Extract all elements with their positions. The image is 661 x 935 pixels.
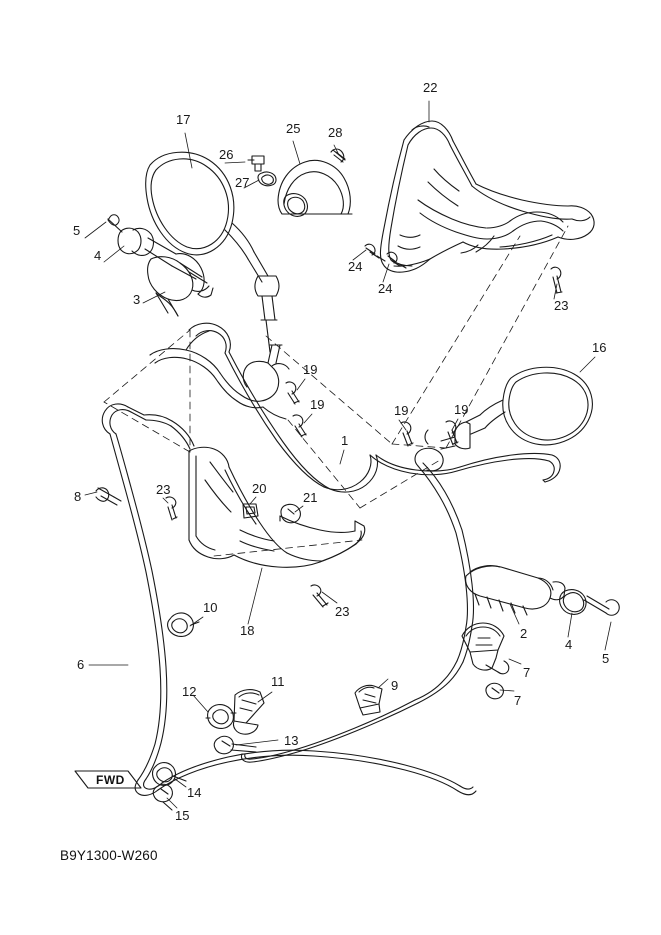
callout-25: 25 — [286, 121, 301, 136]
callout-20: 20 — [252, 481, 267, 496]
callout-3: 3 — [133, 292, 141, 307]
callout-11: 11 — [271, 674, 285, 689]
part-handlebar-cover-upper — [380, 121, 594, 272]
callout-16: 16 — [592, 340, 607, 355]
leader-lines — [85, 101, 611, 808]
part-right-grip — [466, 566, 620, 616]
callout-9: 9 — [391, 678, 399, 693]
callout-26: 26 — [219, 147, 234, 162]
callout-19-b: 19 — [310, 397, 325, 412]
callout-8: 8 — [74, 489, 82, 504]
callout-23-right: 23 — [554, 298, 569, 313]
callout-2: 2 — [520, 626, 528, 641]
part-left-grip-assembly — [108, 215, 213, 316]
callout-7-a: 7 — [523, 665, 531, 680]
part-bolt-15 — [153, 784, 172, 810]
part-mirror-cover — [248, 149, 352, 216]
part-clip-21 — [281, 504, 300, 522]
callout-18: 18 — [240, 623, 255, 638]
callout-24-a: 24 — [348, 259, 363, 274]
callout-13: 13 — [284, 733, 299, 748]
callout-6: 6 — [77, 657, 85, 672]
callout-23-left: 23 — [156, 482, 171, 497]
part-clamp-9 — [355, 685, 382, 715]
callout-19-c: 19 — [394, 403, 409, 418]
callout-4-left: 4 — [94, 248, 102, 263]
fwd-arrow-label: FWD — [96, 773, 125, 787]
callout-22: 22 — [423, 80, 438, 95]
callout-14: 14 — [187, 785, 202, 800]
callout-23-center: 23 — [335, 604, 350, 619]
callout-15: 15 — [175, 808, 190, 823]
part-bolt-8 — [96, 488, 121, 505]
diagram-part-code: B9Y1300-W260 — [60, 848, 158, 863]
part-bracket-7 — [462, 623, 509, 699]
part-bolt-13 — [214, 736, 256, 754]
part-cover-screws — [365, 244, 406, 268]
part-clip-10 — [168, 613, 199, 637]
callout-12: 12 — [182, 684, 197, 699]
callout-1: 1 — [341, 433, 349, 448]
part-clip-14 — [153, 763, 186, 786]
callout-5-right: 5 — [602, 651, 610, 666]
part-left-mirror — [146, 152, 279, 352]
callout-21: 21 — [303, 490, 318, 505]
callout-24-b: 24 — [378, 281, 393, 296]
part-brake-lever-left — [150, 331, 289, 419]
part-clip-12 — [206, 705, 236, 729]
callout-5-left: 5 — [73, 223, 81, 238]
callout-19-d: 19 — [454, 402, 469, 417]
callout-7-b: 7 — [514, 693, 522, 708]
callout-19-a: 19 — [303, 362, 318, 377]
callout-10: 10 — [203, 600, 218, 615]
callout-27: 27 — [235, 175, 250, 190]
part-bracket-11 — [233, 690, 264, 735]
part-right-cable — [241, 430, 473, 762]
callout-4-right: 4 — [565, 637, 573, 652]
callout-17: 17 — [176, 112, 191, 127]
callout-28: 28 — [328, 125, 343, 140]
part-screw-23-right — [551, 267, 562, 293]
part-handlebar — [189, 323, 560, 492]
